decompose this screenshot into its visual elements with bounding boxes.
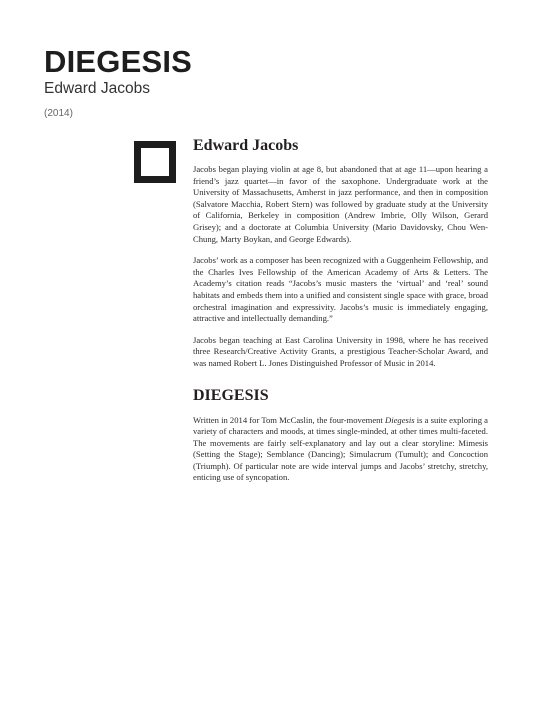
program-notes <box>193 136 488 484</box>
composition-year: (2014) <box>44 108 73 119</box>
bio-heading: Edward Jacobs <box>193 137 299 154</box>
bio-paragraph: Jacobs began playing violin at age 8, but abandoned that at age 11—upon hearing a friend’s jazz quartet—in favor of the saxophone. Undergraduate work at the University of Massachusetts, Amherst in jazz performance, and then in composition (Salvatore Macchia, Robert Stern) was followed by graduate study at the University of California, Berkeley in composition (Andrew Imbrie, Olly Wilson, Gerard Grisey); and a doctorate at Columbia University (Mario Davidovsky, Chou Wen-Chung, Marty Boykan, and George Edwards). <box>193 164 488 244</box>
work-description <box>193 415 488 485</box>
work-text-after: is a suite exploring a variety of characters and moods, at times single-minded, at other times multi-faceted. The movements are fairly self-explanatory and lay out a clear storyline: Mimesis (Setting the Stage); Semblance (Dancing); Simulacrum (Tumult); and Concoction (Triumph). Of particular note are wide interval jumps and Jacobs’ stretchy, stretchy, enticing use of syncopation. <box>193 414 488 483</box>
work-text-before: Written in 2014 for Tom McCaslin, the four-movement <box>193 414 385 425</box>
work-title-italic: Diegesis <box>385 414 415 425</box>
square-logo-icon <box>134 141 176 183</box>
composer-name: Edward Jacobs <box>44 80 150 97</box>
work-heading: DIEGESIS <box>193 386 269 404</box>
bio-paragraph: Jacobs began teaching at East Carolina University in 1998, where he has received three Research/Creative Activity Grants, a prestigious Teacher-Scholar Award, and was named Robert L. Jones Distinguished Professor of Music in 2014. <box>193 334 488 368</box>
bio-paragraph: Jacobs’ work as a composer has been recognized with a Guggenheim Fellowship, and the Charles Ives Fellowship of the American Academy of Arts & Letters. The Academy’s citation reads “Jacobs’s music masters the ‘virtual’ and ‘real’ sound habitats and embeds them into a unified and consistent single space with grace, broad orchestral imagination and expressivity. Jacobs’s music is immediately engaging, attractive and intellectually demanding.” <box>193 255 488 324</box>
piece-title: DIEGESIS <box>44 44 193 79</box>
